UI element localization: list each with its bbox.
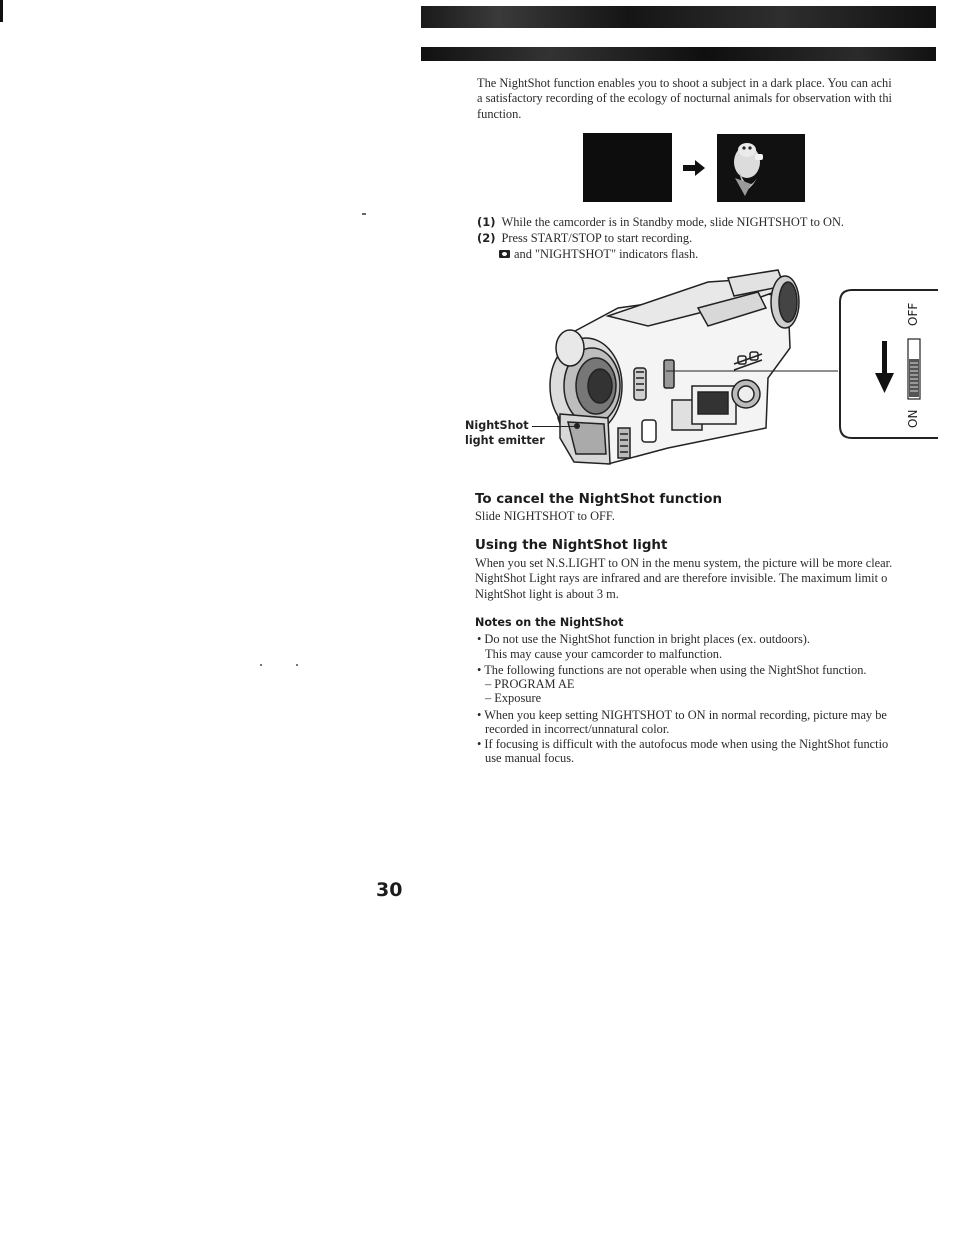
header-banner-bottom xyxy=(421,47,936,61)
callout-leader-dot xyxy=(574,423,580,429)
page-number: 30 xyxy=(376,879,403,901)
step-2-text: Press START/STOP to start recording. xyxy=(501,231,693,245)
intro-line-2: a satisfactory recording of the ecology of nocturnal animals for observation with thi xyxy=(477,91,892,106)
scan-speck xyxy=(296,664,298,666)
intro-line-3: function. xyxy=(477,106,522,121)
note-line-5: – Exposure xyxy=(485,691,542,705)
switch-off-label: OFF xyxy=(906,302,920,326)
scan-speck xyxy=(260,664,262,666)
note-line-1: • Do not use the NightShot function in bright places (ex. outdoors). xyxy=(477,632,810,646)
indicator-text: and "NIGHTSHOT" indicators flash. xyxy=(514,247,699,261)
header-banner-top xyxy=(421,6,936,28)
arrow-right-icon xyxy=(683,160,705,181)
callout-line-1: NightShot xyxy=(465,419,529,432)
nightshot-scene-image xyxy=(717,134,805,202)
nightshot-indicator-icon xyxy=(499,250,510,258)
note-line-7: recorded in incorrect/unnatural color. xyxy=(485,722,670,736)
indicator-line xyxy=(499,247,698,262)
cancel-heading: To cancel the NightShot function xyxy=(475,492,722,507)
notes-heading: Notes on the NightShot xyxy=(475,616,624,629)
camcorder-illustration xyxy=(548,268,848,478)
cancel-text: Slide NIGHTSHOT to OFF. xyxy=(475,509,615,523)
note-line-6: • When you keep setting NIGHTSHOT to ON in normal recording, picture may be xyxy=(477,708,887,722)
light-line-2: NightShot Light rays are infrared and are therefore invisible. The maximum limit o xyxy=(475,571,888,586)
light-line-1: When you set N.S.LIGHT to ON in the menu system, the picture will be more clear. xyxy=(475,556,893,570)
note-line-9: use manual focus. xyxy=(485,751,575,765)
edge-mark xyxy=(0,0,3,22)
note-line-3: • The following functions are not operable when using the NightShot function. xyxy=(477,663,867,677)
switch-on-label: ON xyxy=(906,409,920,428)
intro-paragraph xyxy=(477,76,947,122)
step-1-number: (1) xyxy=(477,215,496,229)
callout-leader-line xyxy=(532,426,578,427)
intro-line-1: The NightShot function enables you to shoot a subject in a dark place. You can achi xyxy=(477,76,892,90)
note-line-4: – PROGRAM AE xyxy=(485,677,575,691)
dark-scene-image xyxy=(583,133,672,202)
scan-speck xyxy=(362,213,366,215)
light-line-3: NightShot light is about 3 m. xyxy=(475,586,619,601)
light-heading: Using the NightShot light xyxy=(475,538,668,553)
callout-line-2: light emitter xyxy=(465,434,545,447)
step-1 xyxy=(477,215,844,230)
nightshot-switch-detail xyxy=(838,289,954,439)
step-2-number: (2) xyxy=(477,231,496,245)
note-line-8: • If focusing is difficult with the autofocus mode when using the NightShot functio xyxy=(477,737,889,751)
light-emitter-callout xyxy=(465,418,545,448)
note-line-2: This may cause your camcorder to malfunction. xyxy=(485,647,723,661)
light-paragraph xyxy=(475,556,945,602)
step-2 xyxy=(477,231,692,246)
step-1-text: While the camcorder is in Standby mode, slide NIGHTSHOT to ON. xyxy=(501,215,845,229)
